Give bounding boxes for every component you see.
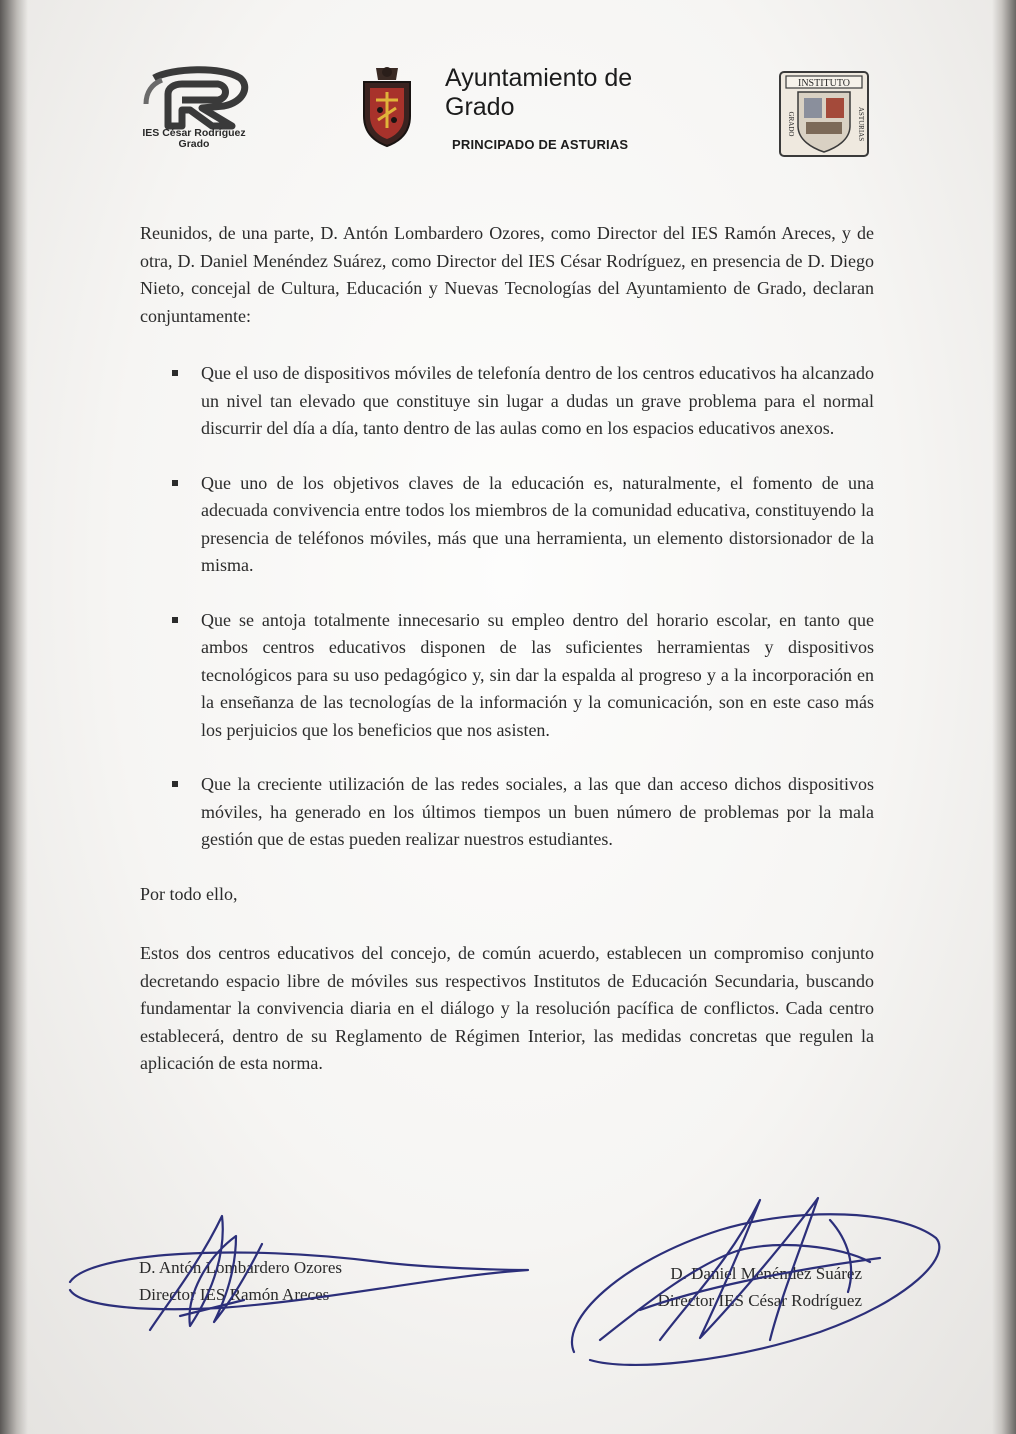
conclusion-paragraph: Estos dos centros educativos del concejo, de común acuerdo, establecen un compromiso conjunto decretando espacio libre de móviles sus respectivos Institutos de Educación Secundaria, buscando fundamentar la convivencia diaria en el diálogo y la resolución pacífica de conflictos. Cada centro establecerá, dentro de su Reglamento de Régimen Interior, las medidas concretas que regulen la aplicación de esta norma. [140, 943, 874, 1073]
declaration-points [140, 360, 874, 854]
left-logo-caption [134, 128, 254, 150]
svg-text:INSTITUTO: INSTITUTO [797, 78, 851, 89]
document-body [140, 220, 874, 1078]
left-logo-line2: Grado [178, 138, 210, 150]
por-todo-ello: Por todo ello, [140, 883, 238, 904]
ayuntamiento-title-line2: Grado [445, 93, 515, 121]
left-signatory-title: Director IES Ramón Areces [139, 1285, 330, 1304]
right-signatory-title: Director IES César Rodríguez [657, 1291, 862, 1310]
list-item: Que la creciente utilización de las redes sociales, a las que dan acceso dichos dispositivos móviles, ha generado en los últimos tiempos un buen número de problemas por la mala gestión que de estas pueden realizar nuestros estudiantes. [140, 771, 874, 854]
list-item: Que uno de los objetivos claves de la educación es, naturalmente, el fomento de una adecuada convivencia entre todos los miembros de la comunidad educativa, constituyendo la presencia de teléfonos móviles, más que una herramienta, un elemento distorsionador de la misma. [140, 470, 874, 580]
ayuntamiento-title-line1: Ayuntamiento de [445, 64, 633, 92]
svg-text:ASTURIAS: ASTURIAS [857, 106, 865, 142]
right-signatory-name: D. Daniel Menéndez Suárez [670, 1264, 862, 1283]
svg-text:GRADO: GRADO [787, 111, 795, 137]
right-signatory [610, 1260, 862, 1314]
left-signatory [139, 1254, 342, 1308]
ayuntamiento-title [445, 64, 705, 122]
instituto-ramon-areces-crest [778, 70, 870, 158]
list-item: Que se antoja totalmente innecesario su empleo dentro del horario escolar, en tanto que ambos centros educativos disponen de las suficientes herramientas y dispositivos tecnológicos para su uso pedagógico y, sin dar la espalda al progreso y a la incorporación en la enseñanza de las tecnologías de la información y la comunicación, son en este caso más los perjuicios que los beneficios que nos asisten. [140, 607, 874, 745]
intro-paragraph: Reunidos, de una parte, D. Antón Lombardero Ozores, como Director del IES Ramón Areces, y de otra, D. Daniel Menéndez Suárez, como Director del IES César Rodríguez, en presencia de D. Diego Nieto, concejal de Cultura, Educación y Nuevas Tecnologías del Ayuntamiento de Grado, declaran conjuntamente: [140, 223, 874, 326]
ayuntamiento-subtitle: PRINCIPADO DE ASTURIAS [452, 137, 629, 152]
list-item: Que el uso de dispositivos móviles de telefonía dentro de los centros educativos ha alcanzado un nivel tan elevado que constituye sin lugar a dudas un grave problema para el normal discurrir del día a día, tanto dentro de las aulas como en los espacios educativos anexos. [140, 360, 874, 443]
left-logo-line1: IES César Rodríguez [142, 127, 246, 139]
left-signatory-name: D. Antón Lombardero Ozores [139, 1258, 343, 1277]
grado-coat-of-arms [358, 64, 416, 148]
